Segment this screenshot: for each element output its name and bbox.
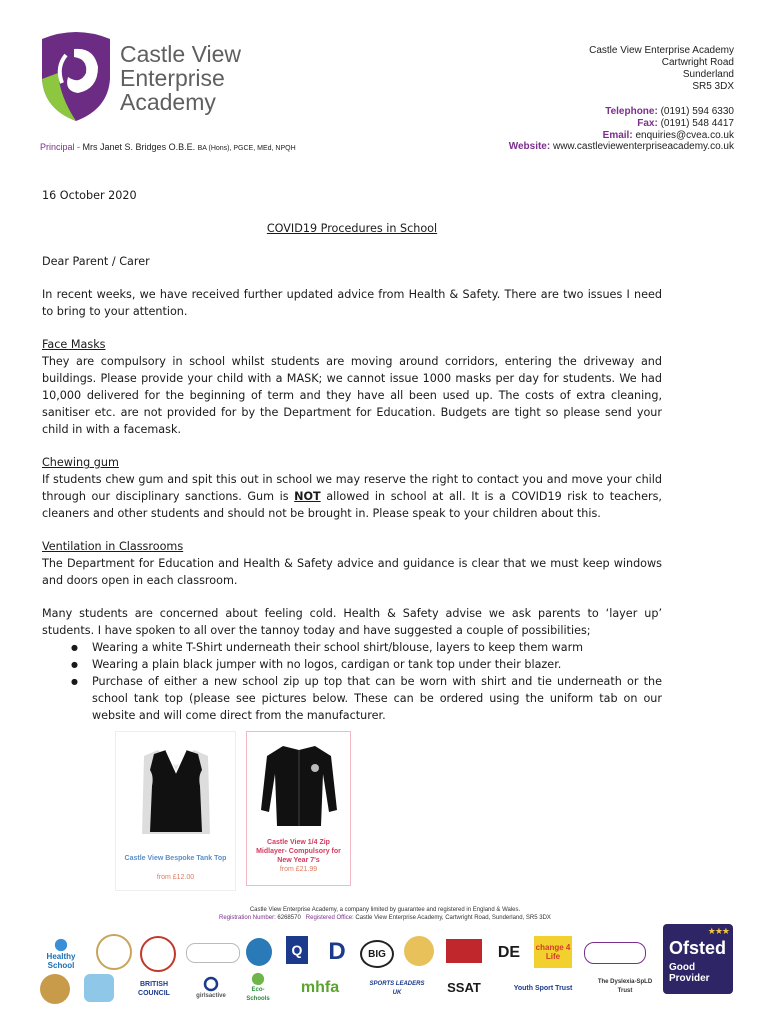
section-heading-ventilation: Ventilation in Classrooms: [42, 540, 184, 553]
website-line: [509, 141, 734, 152]
email-link[interactable]: enquiries@cvea.co.uk: [635, 130, 734, 141]
registered-office: Castle View Enterprise Academy, Cartwright Road, Sunderland, SR5 3DX: [355, 915, 551, 921]
intro-paragraph: In recent weeks, we have received further updated advice from Health & Safety. There are two issues I need to bring to your attention.: [42, 288, 662, 318]
gold-award-logo: [40, 974, 70, 1004]
section-heading-face-masks: Face Masks: [42, 338, 106, 351]
list-item: ● Purchase of either a new school zip up top that can be worn with shirt and tie underneath or the school tank top (please see pictures below. These can be ordered using the uniform tab on our website and will come direct from the manufacturer.: [92, 673, 662, 724]
school-name-line2: Enterprise: [120, 65, 225, 91]
telephone-label: Telephone:: [605, 106, 658, 117]
star-icon: ★★★: [707, 926, 729, 936]
ssat-logo: SSAT: [447, 979, 481, 995]
chewing-gum-paragraph: [42, 471, 662, 522]
fax-value: (0191) 548 4417: [660, 118, 734, 129]
address-line: Castle View Enterprise Academy: [589, 45, 734, 56]
email-label: Email:: [602, 130, 633, 141]
letter-title: COVID19 Procedures in School: [266, 222, 438, 235]
youth-sport-trust-logo: Youth Sport Trust: [513, 984, 573, 992]
school-crest-logo: [38, 27, 114, 123]
section-heading-chewing-gum: Chewing gum: [42, 456, 119, 469]
principal-line: [40, 142, 296, 152]
big-logo: BIG: [360, 940, 394, 968]
salutation: Dear Parent / Carer: [42, 255, 150, 268]
eco-schools-award-logo: [404, 936, 434, 966]
principal-label: Principal -: [40, 142, 81, 152]
list-item: ● Wearing a plain black jumper with no logos, cardigan or tank top under their blazer.: [92, 656, 662, 673]
company-registration: [0, 906, 770, 922]
address-line: Cartwright Road: [661, 57, 734, 68]
girls-active-logo: girlsactive: [194, 972, 228, 1004]
gum-text-part2: allowed in school at all. It is a COVID19 risk to teachers, cleaners and other students and should not be brought in. Please speak to your children about this.: [42, 490, 662, 520]
address-line: SR5 3DX: [692, 81, 734, 92]
award-badge-logo: [84, 974, 114, 1002]
suggestions-list: [42, 639, 662, 724]
eco-schools-logo: Eco-Schools: [240, 972, 276, 1004]
sports-leaders-logo: SPORTS LEADERS UK: [369, 981, 425, 996]
school-name-wordmark: [120, 42, 241, 114]
registered-office-label: Registered Office:: [305, 915, 354, 921]
telephone-value: (0191) 594 6330: [660, 106, 734, 117]
product-name: Castle View Bespoke Tank Top: [124, 855, 227, 862]
d-logo: D: [328, 937, 346, 965]
list-item: ● Wearing a white T-Shirt underneath their school shirt/blouse, layers to keep them warm: [92, 639, 662, 656]
dyslexia-trust-logo: The Dyslexia-SpLD Trust: [597, 979, 653, 994]
cold-paragraph: Many students are concerned about feeling cold. Health & Safety advise we ask parents to ‘layer up’ students. I have spoken to all over the tannoy today and have suggested a couple of possibilities;: [42, 607, 662, 637]
ofsted-rating: Good Provider: [669, 962, 710, 984]
ventilation-paragraph: The Department for Education and Health & Safety advice and guidance is clear that we must keep windows and doors open in each classroom.: [42, 557, 662, 587]
tank-top-image: [136, 746, 216, 836]
school-address: [589, 45, 734, 93]
school-contacts: [603, 106, 734, 142]
british-council-logo: BRITISH COUNCIL: [138, 981, 170, 997]
international-school-award-logo: [246, 938, 272, 966]
fax-label: Fax:: [637, 118, 658, 129]
face-masks-paragraph: They are compulsory in school whilst students are moving around corridors, entering the driveway and buildings. Please provide your child with a MASK; we cannot issue 1000 masks per day for students. We had 10,000 delivered for the beginning of term and they have all been used up. The costs of extra cleaning, sanitiser etc. are not provided for by the Department for Education. Budgets are tight so please send your child in with a facemask.: [42, 355, 662, 436]
gum-text-part1: If students chew gum and spit this out in school we may reserve the right to contact you and move your child through our disciplinary sanctions. Gum is: [42, 473, 662, 503]
zip-midlayer-image: [259, 740, 339, 830]
product-card-tank-top[interactable]: [115, 731, 236, 891]
website-link[interactable]: www.castleviewenterpriseacademy.co.uk: [552, 141, 734, 152]
principal-qualifications: BA (Hons), PGCE, MEd, NPQH: [197, 145, 296, 152]
registration-label: Registration Number:: [219, 915, 276, 921]
product-price: from £12.00: [156, 874, 195, 881]
investors-in-people-logo: [186, 943, 240, 963]
award-seal-logo: [140, 936, 176, 972]
product-name: Castle View 1/4 Zip Midlayer- Compulsory for New Year 7's: [256, 839, 341, 864]
ofsted-good-provider-badge: [663, 924, 733, 994]
website-label: Website:: [508, 141, 551, 152]
lpp-logo: [446, 939, 482, 963]
school-name-line1: Castle View: [120, 41, 242, 67]
product-price: from £21.99: [279, 866, 318, 873]
change4life-logo: change 4 Life: [534, 936, 572, 968]
letter-date: 16 October 2020: [42, 189, 137, 202]
award-seal-logo: [96, 934, 132, 970]
quality-mark-logo: Q: [286, 936, 308, 964]
registration-number: 6268570: [277, 915, 301, 921]
product-card-zip-midlayer[interactable]: [246, 731, 351, 886]
address-line: Sunderland: [682, 69, 734, 80]
ofsted-wordmark: Ofsted: [669, 938, 727, 958]
footer-line1: Castle View Enterprise Academy, a company limited by guarantee and registered in England & Wales.: [249, 907, 521, 913]
healthy-school-logo: Healthy School: [40, 938, 82, 970]
gum-not-emphasis: NOT: [294, 490, 321, 503]
accreditation-logo: [584, 942, 646, 964]
school-name-line3: Academy: [120, 89, 216, 115]
duke-of-edinburgh-logo: DE: [497, 943, 521, 961]
mhfa-logo: mhfa: [300, 978, 340, 996]
principal-name: Mrs Janet S. Bridges O.B.E.: [82, 142, 196, 152]
letter-body: [42, 187, 662, 724]
